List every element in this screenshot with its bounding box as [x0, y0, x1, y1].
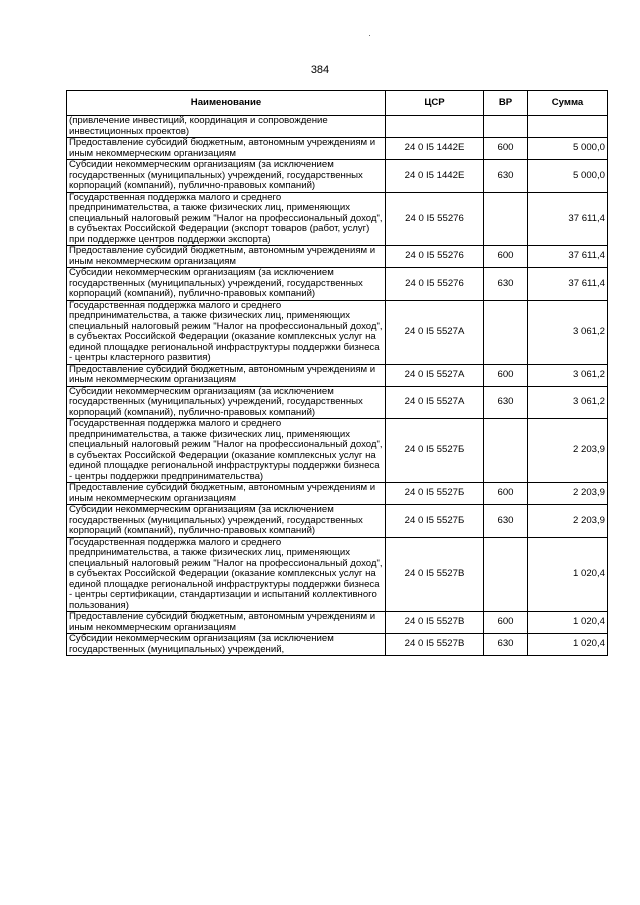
row-name: Субсидии некоммерческим организациям (за исключением государственных (муниципальных) учреждений, государственных корпораций (компаний), публично-правовых компаний): [67, 160, 386, 193]
row-csr: [386, 116, 484, 138]
row-vr: [484, 192, 528, 246]
row-csr: 24 0 I5 55276: [386, 268, 484, 301]
row-vr: 630: [484, 505, 528, 538]
row-csr: 24 0 I5 5527A: [386, 300, 484, 364]
row-sum: 3 061,2: [528, 386, 608, 419]
table-row: [67, 192, 608, 246]
row-name: Субсидии некоммерческим организациям (за исключением государственных (муниципальных) учреждений, государственных корпораций (компаний), публично-правовых компаний): [67, 505, 386, 538]
page-number: 384: [310, 64, 330, 76]
row-name: Субсидии некоммерческим организациям (за исключением государственных (муниципальных) учреждений, государственных корпораций (компаний), публично-правовых компаний): [67, 268, 386, 301]
table-row: [67, 634, 608, 656]
row-vr: 600: [484, 612, 528, 634]
table-row: [67, 483, 608, 505]
row-csr: 24 0 I5 5527Б: [386, 505, 484, 538]
row-vr: 600: [484, 138, 528, 160]
table-row: [67, 268, 608, 301]
row-vr: 600: [484, 246, 528, 268]
row-csr: 24 0 I5 5527Б: [386, 419, 484, 483]
row-csr: 24 0 I5 55276: [386, 246, 484, 268]
row-sum: 2 203,9: [528, 419, 608, 483]
table-row: [67, 537, 608, 612]
row-vr: 630: [484, 160, 528, 193]
row-name: Предоставление субсидий бюджетным, автономным учреждениям и иным некоммерческим организациям: [67, 364, 386, 386]
row-sum: 37 611,4: [528, 192, 608, 246]
row-sum: 5 000,0: [528, 138, 608, 160]
table-row: [67, 386, 608, 419]
row-vr: [484, 116, 528, 138]
row-name: Государственная поддержка малого и среднего предпринимательства, а также физических лиц, применяющих специальный налоговый режим "Налог на профессиональный доход", в субъектах Российской Федерации (оказание комплексных услуг на единой площадке региональной инфраструктуры поддержки бизнеса - центры кластерного развития): [67, 300, 386, 364]
row-csr: 24 0 I5 5527B: [386, 634, 484, 656]
row-sum: 37 611,4: [528, 268, 608, 301]
row-sum: [528, 116, 608, 138]
budget-table: [66, 90, 608, 656]
row-vr: 630: [484, 268, 528, 301]
scan-speck: ·: [368, 30, 371, 40]
table-row: [67, 116, 608, 138]
table-header-row: [67, 91, 608, 116]
table-row: [67, 364, 608, 386]
row-csr: 24 0 I5 55276: [386, 192, 484, 246]
header-vr: ВР: [484, 91, 528, 116]
header-sum: Сумма: [528, 91, 608, 116]
row-name: (привлечение инвестиций, координация и сопровождение инвестиционных проектов): [67, 116, 386, 138]
row-sum: 3 061,2: [528, 364, 608, 386]
row-sum: 3 061,2: [528, 300, 608, 364]
row-csr: 24 0 I5 5527A: [386, 386, 484, 419]
row-name: Субсидии некоммерческим организациям (за исключением государственных (муниципальных) учреждений,: [67, 634, 386, 656]
row-vr: 600: [484, 483, 528, 505]
table-row: [67, 160, 608, 193]
row-csr: 24 0 I5 5527B: [386, 612, 484, 634]
row-name: Предоставление субсидий бюджетным, автономным учреждениям и иным некоммерческим организациям: [67, 246, 386, 268]
row-name: Предоставление субсидий бюджетным, автономным учреждениям и иным некоммерческим организациям: [67, 612, 386, 634]
table-row: [67, 612, 608, 634]
row-vr: [484, 300, 528, 364]
row-name: Государственная поддержка малого и среднего предпринимательства, а также физических лиц, применяющих специальный налоговый режим "Налог на профессиональный доход", в субъектах Российской Федерации (оказание комплексных услуг на единой площадке региональной инфраструктуры поддержки бизнеса - центры поддержки предпринимательства): [67, 419, 386, 483]
header-csr: ЦСР: [386, 91, 484, 116]
row-sum: 2 203,9: [528, 483, 608, 505]
table-row: [67, 138, 608, 160]
row-name: Государственная поддержка малого и среднего предпринимательства, а также физических лиц, применяющих специальный налоговый режим "Налог на профессиональный доход", в субъектах Российской Федерации (экспорт товаров (работ, услуг) при поддержке центров поддержки экспорта): [67, 192, 386, 246]
header-name: Наименование: [67, 91, 386, 116]
row-csr: 24 0 I5 5527B: [386, 537, 484, 612]
row-sum: 1 020,4: [528, 537, 608, 612]
row-vr: [484, 419, 528, 483]
row-sum: 2 203,9: [528, 505, 608, 538]
table-row: [67, 246, 608, 268]
row-sum: 1 020,4: [528, 634, 608, 656]
row-vr: 630: [484, 386, 528, 419]
row-sum: 5 000,0: [528, 160, 608, 193]
row-name: Предоставление субсидий бюджетным, автономным учреждениям и иным некоммерческим организациям: [67, 138, 386, 160]
row-name: Субсидии некоммерческим организациям (за исключением государственных (муниципальных) учреждений, государственных корпораций (компаний), публично-правовых компаний): [67, 386, 386, 419]
row-name: Предоставление субсидий бюджетным, автономным учреждениям и иным некоммерческим организациям: [67, 483, 386, 505]
table-row: [67, 505, 608, 538]
row-csr: 24 0 I5 1442E: [386, 138, 484, 160]
row-name: Государственная поддержка малого и среднего предпринимательства, а также физических лиц, применяющих специальный налоговый режим "Налог на профессиональный доход", в субъектах Российской Федерации (оказание комплексных услуг на единой площадке региональной инфраструктуры поддержки бизнеса - центры сертификации, стандартизации и испытаний коллективного пользования): [67, 537, 386, 612]
table-row: [67, 300, 608, 364]
row-csr: 24 0 I5 1442E: [386, 160, 484, 193]
row-csr: 24 0 I5 5527A: [386, 364, 484, 386]
row-sum: 1 020,4: [528, 612, 608, 634]
row-csr: 24 0 I5 5527Б: [386, 483, 484, 505]
row-vr: [484, 537, 528, 612]
table-row: [67, 419, 608, 483]
row-vr: 630: [484, 634, 528, 656]
row-sum: 37 611,4: [528, 246, 608, 268]
row-vr: 600: [484, 364, 528, 386]
